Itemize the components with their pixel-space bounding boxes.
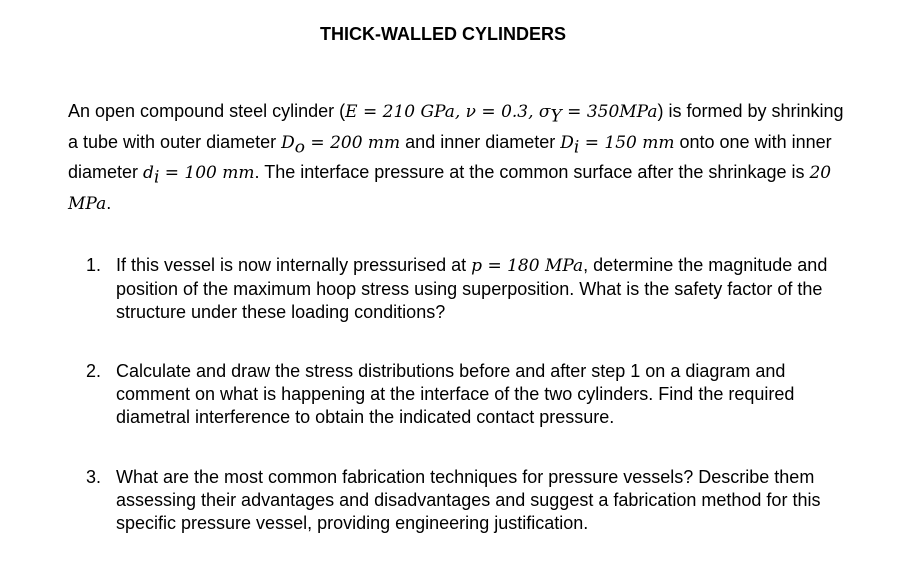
material-properties-math-2: = 350MPa bbox=[561, 102, 658, 122]
intro-text-6: . bbox=[106, 192, 112, 213]
problem-statement bbox=[68, 99, 858, 217]
material-properties-math-1: E = 210 GPa, ν = 0.3, σ bbox=[345, 102, 551, 122]
interface-pressure-value: 20 MPa bbox=[68, 163, 832, 214]
question-3 bbox=[86, 466, 846, 535]
question-1-text-2: , determine the magnitude and position of the maximum hoop stress using superposition. What is the safety factor of the structure under these loading conditions? bbox=[116, 255, 828, 322]
question-number: 1. bbox=[86, 255, 102, 275]
bore-diameter-subscript: i bbox=[153, 167, 160, 188]
question-text bbox=[116, 254, 846, 324]
intro-text-3: and inner diameter bbox=[400, 131, 561, 152]
internal-pressure-math: p = 180 MPa bbox=[471, 256, 584, 276]
question-number: 2. bbox=[86, 361, 102, 381]
outer-diameter-subscript: o bbox=[294, 137, 306, 158]
question-text: What are the most common fabrication techniques for pressure vessels? Describe them assessing their advantages and disadvantages and suggest a fabrication method for this specific pressure vessel, providing engineering justification. bbox=[116, 467, 821, 533]
outer-diameter-value: = 200 mm bbox=[305, 132, 401, 153]
intro-text-2: ) is formed by shrinking a tube with outer diameter bbox=[68, 101, 844, 152]
bore-diameter-symbol: d bbox=[143, 163, 154, 184]
question-number: 3. bbox=[86, 467, 102, 487]
question-1 bbox=[86, 254, 846, 324]
question-2 bbox=[86, 360, 846, 429]
inner-diameter-value: = 150 mm bbox=[579, 132, 675, 153]
inner-diameter-symbol: D bbox=[560, 132, 574, 153]
outer-diameter-symbol: D bbox=[281, 132, 295, 153]
question-1-text-1: If this vessel is now internally pressurised at bbox=[116, 255, 472, 275]
inner-diameter-subscript: i bbox=[573, 137, 580, 158]
intro-text-1: An open compound steel cylinder ( bbox=[68, 101, 346, 121]
intro-text-4: onto one with inner diameter bbox=[68, 131, 832, 183]
bore-diameter-value: = 100 mm bbox=[159, 163, 255, 184]
intro-text-5: . The interface pressure at the common surface after the shrinkage is bbox=[254, 162, 810, 183]
document-title: THICK-WALLED CYLINDERS bbox=[320, 24, 566, 44]
yield-subscript: Y bbox=[550, 106, 562, 127]
question-text: Calculate and draw the stress distributions before and after step 1 on a diagram and comment on what is happening at the interface of the two cylinders. Find the required diametral interference to obtain the indicated contact pressure. bbox=[116, 361, 795, 427]
